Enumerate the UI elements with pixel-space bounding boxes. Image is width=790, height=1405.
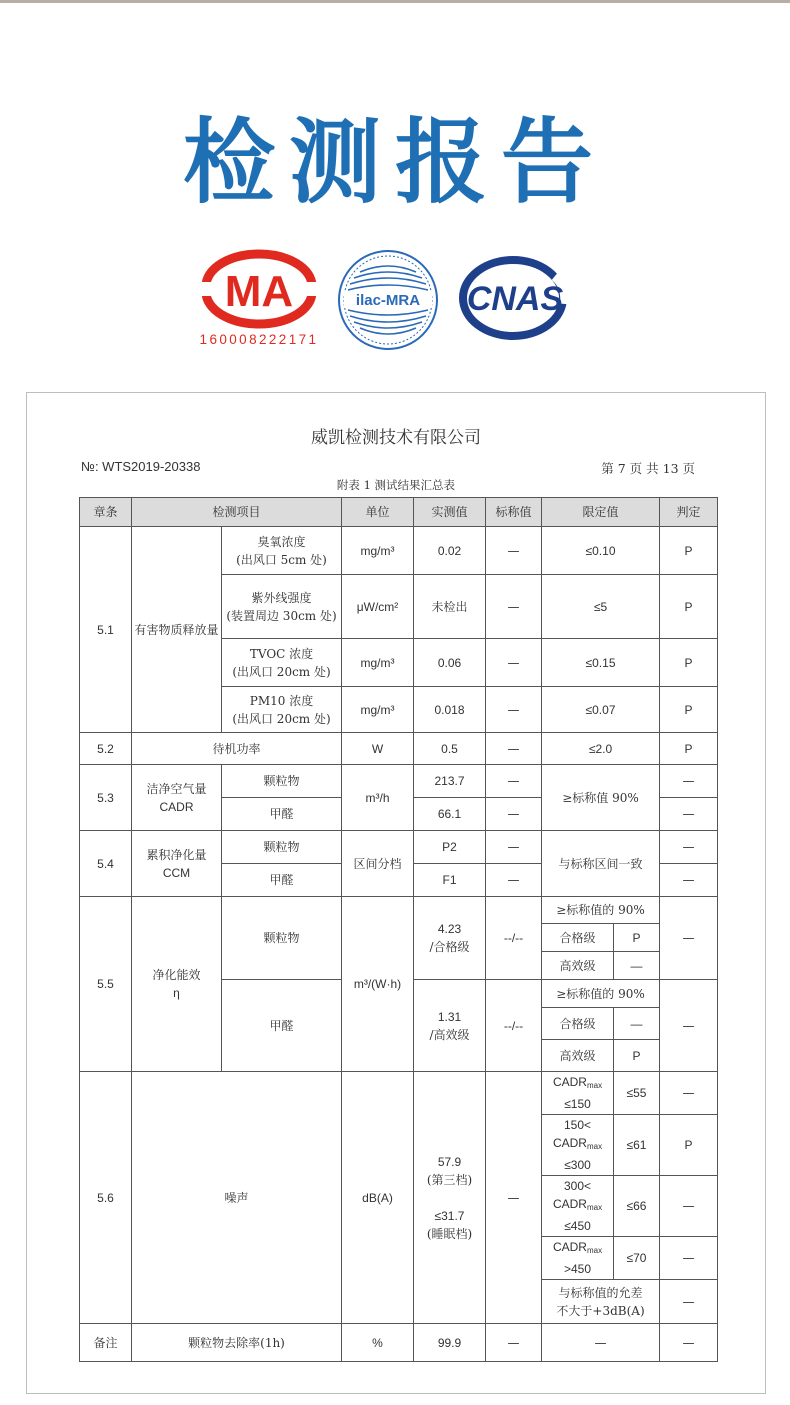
- item-cell: 颗粒物: [222, 765, 342, 798]
- limit-cell: ≤2.0: [542, 733, 660, 765]
- unit-cell: %: [342, 1324, 414, 1362]
- svg-text:MA: MA: [224, 267, 294, 316]
- judge-cell: —: [660, 980, 718, 1072]
- measured-cell: 0.5: [414, 733, 486, 765]
- table-row: [80, 733, 718, 765]
- certification-logos: [0, 248, 790, 353]
- tolerance-cell: 与标称值的允差 不大于+3dB(A): [542, 1280, 660, 1324]
- unit-cell: mg/m³: [342, 687, 414, 733]
- limit-cell: ≤0.15: [542, 639, 660, 687]
- unit-cell: m³/h: [342, 765, 414, 831]
- measured-cell: 0.02: [414, 527, 486, 575]
- item-cell: 待机功率: [132, 733, 342, 765]
- grade-label-cell: 高效级: [542, 1040, 614, 1072]
- cma-certificate-number: 160008222171: [199, 332, 319, 347]
- nominal-cell: —: [486, 733, 542, 765]
- grade-mark-cell: P: [614, 1040, 660, 1072]
- unit-cell: μW/cm²: [342, 575, 414, 639]
- header-judge: 判定: [660, 498, 718, 527]
- group-cell: 净化能效 η: [132, 897, 222, 1072]
- judge-cell: —: [660, 864, 718, 897]
- nominal-cell: —: [486, 527, 542, 575]
- judge-cell: —: [660, 765, 718, 798]
- ilac-mra-logo: [336, 248, 440, 356]
- unit-cell: W: [342, 733, 414, 765]
- cnas-logo: [455, 256, 575, 348]
- svg-text:CNAS: CNAS: [466, 280, 564, 318]
- nominal-cell: —: [486, 1324, 542, 1362]
- measured-cell: 57.9 (第三档) ≤31.7 (睡眠档): [414, 1072, 486, 1324]
- svg-text:ilac-MRA: ilac-MRA: [355, 292, 421, 309]
- measured-cell: 213.7: [414, 765, 486, 798]
- noise-condition-cell: 300< $CADR_{max}$ ≤450: [542, 1176, 614, 1237]
- nominal-cell: —: [486, 831, 542, 864]
- header-item: 检测项目: [132, 498, 342, 527]
- limit-cell: ≥标称值 90%: [542, 765, 660, 831]
- unit-cell: mg/m³: [342, 527, 414, 575]
- table-row: [80, 831, 718, 864]
- unit-cell: mg/m³: [342, 639, 414, 687]
- judge-cell: P: [660, 733, 718, 765]
- nominal-cell: --/--: [486, 897, 542, 980]
- judge-cell: P: [660, 687, 718, 733]
- noise-limit-cell: ≤70: [614, 1237, 660, 1280]
- item-cell: 颗粒物: [222, 831, 342, 864]
- item-cell: 甲醛: [222, 980, 342, 1072]
- header-measured: 实测值: [414, 498, 486, 527]
- judge-cell: —: [660, 831, 718, 864]
- judge-cell: —: [660, 897, 718, 980]
- limit-cell: ≥标称值的 90%: [542, 897, 660, 924]
- table-row: [80, 1072, 718, 1115]
- judge-cell: P: [660, 575, 718, 639]
- measured-cell: 4.23 /合格级: [414, 897, 486, 980]
- measured-cell: 66.1: [414, 798, 486, 831]
- grade-label-cell: 合格级: [542, 1008, 614, 1040]
- clause-cell: 5.4: [80, 831, 132, 897]
- clause-cell: 5.5: [80, 897, 132, 1072]
- table-row: [80, 1324, 718, 1362]
- grade-mark-cell: P: [614, 924, 660, 952]
- grade-mark-cell: —: [614, 952, 660, 980]
- judge-cell: —: [660, 1176, 718, 1237]
- item-cell: PM10 浓度 (出风口 20cm 处): [222, 687, 342, 733]
- table-title: 附表 1 测试结果汇总表: [336, 478, 456, 492]
- noise-condition-cell: 150< $CADR_{max}$ ≤300: [542, 1115, 614, 1176]
- item-cell: TVOC 浓度 (出风口 20cm 处): [222, 639, 342, 687]
- clause-cell: 5.3: [80, 765, 132, 831]
- header-unit: 单位: [342, 498, 414, 527]
- group-cell: 累积净化量 CCM: [132, 831, 222, 897]
- item-cell: 颗粒物去除率(1h): [132, 1324, 342, 1362]
- judge-cell: —: [660, 1072, 718, 1115]
- grade-label-cell: 高效级: [542, 952, 614, 980]
- ilac-globe-icon: [336, 248, 440, 352]
- test-report-page: [26, 392, 766, 1394]
- nominal-cell: —: [486, 765, 542, 798]
- noise-condition-cell: $CADR_{max}$ >450: [542, 1237, 614, 1280]
- limit-cell: ≤0.10: [542, 527, 660, 575]
- item-cell: 紫外线强度 (装置周边 30cm 处): [222, 575, 342, 639]
- judge-cell: P: [660, 1115, 718, 1176]
- judge-cell: —: [660, 1324, 718, 1362]
- measured-cell: 0.018: [414, 687, 486, 733]
- table-row: [80, 897, 718, 924]
- noise-limit-cell: ≤61: [614, 1115, 660, 1176]
- header-clause: 章条: [80, 498, 132, 527]
- limit-cell: —: [542, 1324, 660, 1362]
- judge-cell: —: [660, 798, 718, 831]
- item-cell: 臭氧浓度 (出风口 5cm 处): [222, 527, 342, 575]
- judge-cell: P: [660, 527, 718, 575]
- measured-cell: 1.31 /高效级: [414, 980, 486, 1072]
- group-cell: 洁净空气量 CADR: [132, 765, 222, 831]
- clause-cell: 备注: [80, 1324, 132, 1362]
- measured-cell: F1: [414, 864, 486, 897]
- measured-cell: 99.9: [414, 1324, 486, 1362]
- judge-cell: —: [660, 1280, 718, 1324]
- noise-limit-cell: ≤66: [614, 1176, 660, 1237]
- limit-cell: ≤0.07: [542, 687, 660, 733]
- judge-cell: —: [660, 1237, 718, 1280]
- table-row: [80, 527, 718, 575]
- top-divider-line: [0, 0, 790, 3]
- item-cell: 噪声: [132, 1072, 342, 1324]
- nominal-cell: --/--: [486, 980, 542, 1072]
- table-row: [80, 765, 718, 798]
- noise-condition-cell: $CADR_{max}$ ≤150: [542, 1072, 614, 1115]
- clause-cell: 5.2: [80, 733, 132, 765]
- item-cell: 甲醛: [222, 864, 342, 897]
- measured-cell: 未检出: [414, 575, 486, 639]
- limit-cell: ≤5: [542, 575, 660, 639]
- table-header-row: [80, 498, 718, 527]
- header-limit: 限定值: [542, 498, 660, 527]
- header-nominal: 标称值: [486, 498, 542, 527]
- nominal-cell: —: [486, 575, 542, 639]
- unit-cell: dB(A): [342, 1072, 414, 1324]
- clause-cell: 5.1: [80, 527, 132, 733]
- nominal-cell: —: [486, 639, 542, 687]
- nominal-cell: —: [486, 687, 542, 733]
- page-title: 检测报告: [182, 109, 607, 216]
- clause-cell: 5.6: [80, 1072, 132, 1324]
- nominal-cell: —: [486, 798, 542, 831]
- nominal-cell: —: [486, 1072, 542, 1324]
- group-cell: 有害物质释放量: [132, 527, 222, 733]
- grade-label-cell: 合格级: [542, 924, 614, 952]
- measured-cell: P2: [414, 831, 486, 864]
- measured-cell: 0.06: [414, 639, 486, 687]
- page-info: 第 7 页 共 13 页: [601, 461, 695, 476]
- limit-cell: ≥标称值的 90%: [542, 980, 660, 1008]
- cma-logo: [198, 248, 320, 347]
- company-name: 威凯检测技术有限公司: [311, 428, 481, 448]
- report-number: №: WTS2019-20338: [81, 459, 201, 474]
- nominal-cell: —: [486, 864, 542, 897]
- unit-cell: m³/(W·h): [342, 897, 414, 1072]
- grade-mark-cell: —: [614, 1008, 660, 1040]
- results-table: [79, 497, 718, 1362]
- judge-cell: P: [660, 639, 718, 687]
- item-cell: 甲醛: [222, 798, 342, 831]
- limit-cell: 与标称区间一致: [542, 831, 660, 897]
- noise-limit-cell: ≤55: [614, 1072, 660, 1115]
- item-cell: 颗粒物: [222, 897, 342, 980]
- cma-mark-icon: [198, 248, 320, 332]
- cnas-mark-icon: [455, 256, 575, 344]
- unit-cell: 区间分档: [342, 831, 414, 897]
